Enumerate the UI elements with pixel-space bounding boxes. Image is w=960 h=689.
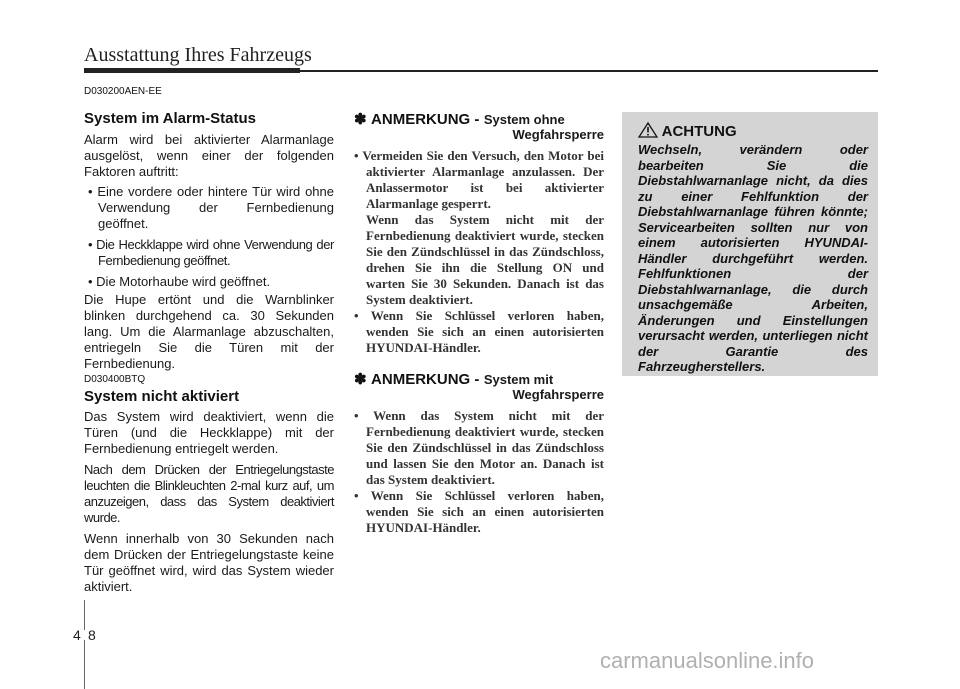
- left-column-lower: [84, 388, 334, 595]
- alarm-bullet: • Die Motorhaube wird geöffnet.: [88, 274, 271, 289]
- note-subtitle-cont: Wegfahrsperre: [512, 387, 604, 402]
- note-star-icon: ✽: [354, 111, 367, 128]
- warning-title: ACHTUNG: [661, 123, 737, 140]
- alarm-bullet: • Eine vordere oder hintere Tür wird ohne Verwendung der Fernbedienung geöffnet.: [88, 184, 334, 231]
- page-number: 8: [88, 627, 96, 643]
- middle-column: [354, 110, 604, 536]
- alarm-bullet: • Die Heckklappe wird ohne Verwendung der Fernbedienung geöffnet.: [88, 237, 334, 268]
- warning-triangle-icon: [638, 122, 658, 138]
- footer-divider: [84, 600, 85, 630]
- note-subtitle: System mit: [483, 372, 554, 387]
- note-bullet: • Wenn Sie Schlüssel verloren haben, wenden Sie sich an einen autorisierten HYUNDAI-Händler.: [354, 488, 604, 535]
- section-heading-alarm: System im Alarm-Status: [84, 110, 257, 127]
- note-star-icon: ✽: [354, 371, 367, 388]
- note-label: ANMERKUNG -: [371, 111, 480, 128]
- warning-heading: [638, 122, 737, 140]
- note-subtitle: System ohne: [483, 112, 565, 127]
- deactivated-paragraph: Das System wird deaktiviert, wenn die Türen (und die Heckklappe) mit der Fernbedienung entriegelt werden.: [84, 409, 334, 456]
- section-heading-deactivated: System nicht aktiviert: [84, 388, 240, 405]
- chapter-number: 4: [73, 627, 81, 643]
- note-bullet: • Wenn Sie Schlüssel verloren haben, wenden Sie sich an einen autorisierten HYUNDAI-Händler.: [354, 308, 604, 355]
- note-label: ANMERKUNG -: [371, 371, 480, 388]
- page-header-title: Ausstattung Ihres Fahrzeugs: [84, 44, 312, 66]
- note-subtitle-cont: Wegfahrsperre: [512, 127, 604, 142]
- alarm-intro: Alarm wird bei aktivierter Alarmanlage ausgelöst, wenn einer der folgenden Faktoren auftritt:: [84, 132, 334, 179]
- left-column: [84, 110, 334, 372]
- note-bullet: • Vermeiden Sie den Versuch, den Motor bei aktivierter Alarmanlage anzulassen. Der Anlassermotor ist bei aktivierter Alarmanlage gesperrt.: [354, 148, 604, 211]
- alarm-description: Die Hupe ertönt und die Warnblinker blinken durchgehend ca. 30 Sekunden lang. Um die Alarmanlage abzuschalten, entriegeln Sie die Türen mit der Fernbedienung.: [84, 292, 334, 371]
- deactivated-paragraph: Wenn innerhalb von 30 Sekunden nach dem Drücken der Entriegelungstaste keine Tür geöffnet wird, wird das System wieder aktiviert.: [84, 531, 334, 594]
- section-code: D030200AEN-EE: [84, 86, 162, 97]
- note-bullet-continued: Wenn das System nicht mit der Fernbedienung deaktiviert wurde, stecken Sie den Zündschlüssel in das Zündschloss, drehen Sie ihn die Stellung ON und warten Sie 30 Sekunden. Danach ist das System deaktiviert.: [366, 212, 604, 307]
- warning-text: Wechseln, verändern oder bearbeiten Sie die Diebstahlwarnanlage nicht, da dies zu einer Fehlfunktion der Diebstahlwarnanlage führen könnte; Servicearbeiten sollten nur von einem autorisierten HYUNDAI-Händler durchgeführt werden. Fehlfunktionen der Diebstahlwarnanlage, die durch unsachgemäße Arbeiten, Änderungen und Einstellungen verursacht werden, unterliegen nicht der Garantie des Fahrzeugherstellers.: [638, 142, 868, 374]
- note-bullet: • Wenn das System nicht mit der Fernbedienung deaktiviert wurde, stecken Sie den Zündschlüssel in das Zündschloss und lassen Sie den Motor an. Danach ist das System deaktiviert.: [354, 408, 604, 487]
- section-code: D030400BTQ: [84, 374, 146, 385]
- header-rule-accent: [84, 68, 300, 73]
- watermark: carmanualsonline.info: [600, 648, 815, 673]
- footer-divider: [84, 640, 85, 689]
- deactivated-paragraph: Nach dem Drücken der Entriegelungstaste leuchten die Blinkleuchten 2-mal kurz auf, um anzuzeigen, dass das System deaktiviert wurde.: [84, 462, 334, 525]
